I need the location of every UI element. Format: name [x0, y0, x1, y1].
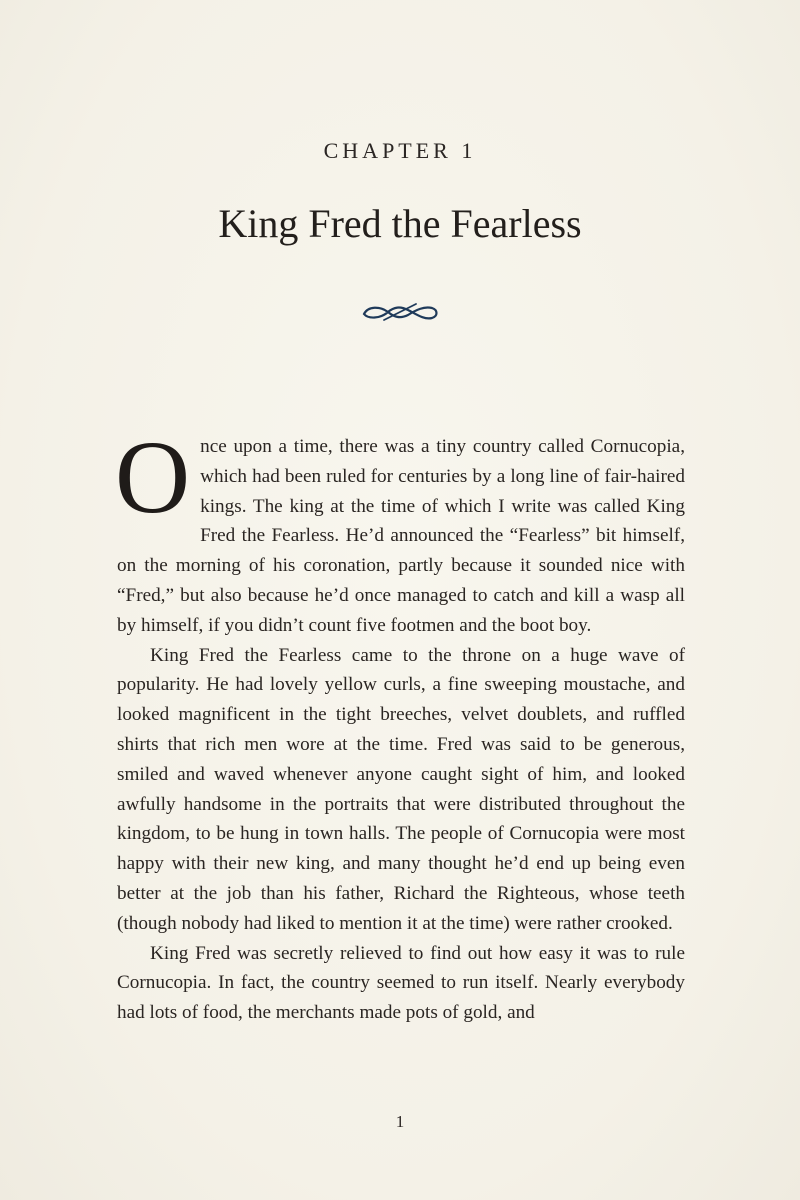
page-number: 1: [395, 1112, 405, 1131]
paragraph-2: King Fred the Fearless came to the throne on a huge wave of popularity. He had lovely yellow curls, a fine sweeping moustache, and looked magnificent in the tight breeches, velvet doublets, and ruffled shirts that rich men wore at the time. Fred was said to be generous, smiled and waved whenever anyone caught sight of him, and looked awfully handsome in the portraits that were distributed throughout the kingdom, to be hung in town halls. The people of Cornucopia were most happy with their new king, and many thought he’d end up being even better at the job than his father, Richard the Righteous, whose teeth (though nobody had liked to mention it at the time) were rather crooked.: [117, 644, 685, 934]
chapter-label: CHAPTER 1: [323, 138, 477, 163]
paragraph-1-text: nce upon a time, there was a tiny country called Cornucopia, which had been ruled for centuries by a long line of fair-haired kings. The king at the time of which I write was called King Fred the Fearless. He’d announced the “Fearless” bit himself, on the morning of his coronation, partly because it sounded nice with “Fred,” but also because he’d once managed to catch and kill a wasp all by himself, if you didn’t count five footmen and the boot boy.: [117, 436, 685, 636]
paragraph-3: King Fred was secretly relieved to find out how easy it was to rule Cornucopia. In fact, the country seemed to run itself. Nearly everybody had lots of food, the merchants made pots of gold, and: [117, 942, 685, 1024]
paragraph-1: [115, 420, 685, 641]
chapter-title: King Fred the Fearless: [218, 201, 582, 246]
drop-cap: O: [115, 420, 191, 535]
chapter-body: [115, 420, 685, 1028]
infinity-flourish-icon: [358, 298, 442, 326]
